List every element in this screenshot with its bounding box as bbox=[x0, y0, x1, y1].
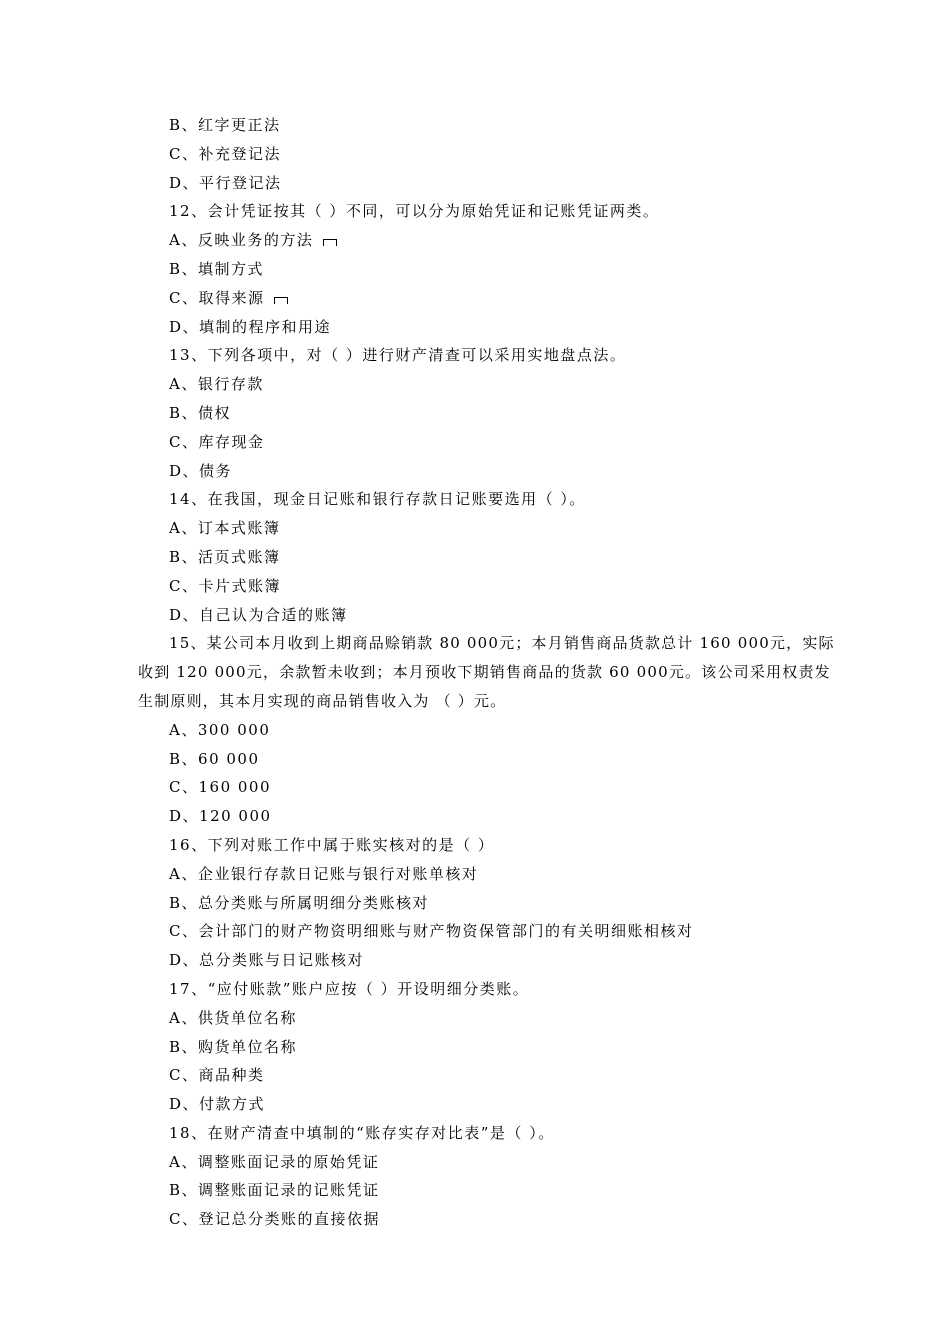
question-text bbox=[138, 485, 832, 514]
answer-option-label: D、自己认为合适的账簿 bbox=[169, 605, 348, 624]
question-list bbox=[138, 111, 835, 1234]
answer-option bbox=[138, 543, 832, 572]
answer-option-label: C、会计部门的财产物资明细账与财产物资保管部门的有关明细账相核对 bbox=[169, 922, 694, 941]
answer-option bbox=[138, 111, 832, 140]
answer-option-label: B、总分类账与所属明细分类账核对 bbox=[169, 893, 430, 912]
answer-option-label: A、反映业务的方法 bbox=[169, 231, 314, 250]
question-text-label: 17、“应付账款”账户应按（ ）开设明细分类账。 bbox=[169, 979, 530, 998]
answer-option-label: C、库存现金 bbox=[169, 432, 265, 451]
question-text-label: 13、下列各项中，对（ ）进行财产清查可以采用实地盘点法。 bbox=[169, 346, 627, 365]
question-text-label: 12、会计凭证按其（ ）不同，可以分为原始凭证和记账凭证两类。 bbox=[169, 202, 660, 221]
answer-option-label: B、60 000 bbox=[169, 749, 260, 768]
question-text-label: 18、在财产清查中填制的“账存实存对比表”是（ ）。 bbox=[169, 1123, 555, 1142]
answer-option bbox=[138, 1148, 832, 1177]
answer-option-label: C、补充登记法 bbox=[169, 144, 281, 163]
question-text-label: 14、在我国，现金日记账和银行存款日记账要选用（ ）。 bbox=[169, 490, 586, 509]
answer-option bbox=[138, 140, 832, 169]
answer-option-label: C、取得来源 bbox=[169, 288, 265, 307]
answer-option bbox=[138, 370, 832, 399]
answer-option-label: A、订本式账簿 bbox=[169, 519, 281, 538]
answer-option bbox=[138, 169, 832, 198]
answer-option bbox=[138, 284, 832, 313]
answer-option bbox=[138, 1033, 832, 1062]
answer-option bbox=[138, 226, 832, 255]
answer-option-label: B、购货单位名称 bbox=[169, 1037, 298, 1056]
answer-option-label: D、120 000 bbox=[169, 807, 272, 826]
question-text bbox=[138, 831, 832, 860]
question-text-label: 15、某公司本月收到上期商品赊销款 80 000元；本月销售商品货款总计 160 000元，实际 bbox=[169, 634, 835, 653]
answer-option-label: D、总分类账与日记账核对 bbox=[169, 951, 365, 970]
answer-option-label: B、活页式账簿 bbox=[169, 547, 281, 566]
answer-option bbox=[138, 313, 832, 342]
answer-option bbox=[138, 917, 832, 946]
bracket-mark-icon bbox=[274, 297, 288, 304]
question-text-label: 16、下列对账工作中属于账实核对的是（ ） bbox=[169, 835, 495, 854]
question-text-continued bbox=[138, 658, 832, 687]
answer-option-label: D、付款方式 bbox=[169, 1095, 266, 1114]
answer-option-label: B、填制方式 bbox=[169, 259, 265, 278]
answer-option bbox=[138, 601, 832, 630]
question-text bbox=[138, 975, 832, 1004]
answer-option-label: A、企业银行存款日记账与银行对账单核对 bbox=[169, 864, 479, 883]
answer-option-label: A、调整账面记录的原始凭证 bbox=[169, 1152, 380, 1171]
answer-option-label: B、债权 bbox=[169, 403, 232, 422]
question-text bbox=[138, 1119, 832, 1148]
answer-option bbox=[138, 457, 832, 486]
answer-option-label: A、300 000 bbox=[169, 720, 271, 739]
answer-option bbox=[138, 428, 832, 457]
answer-option-label: B、红字更正法 bbox=[169, 116, 281, 134]
answer-option bbox=[138, 514, 832, 543]
answer-option-label: D、填制的程序和用途 bbox=[169, 317, 332, 336]
answer-option-label: A、供货单位名称 bbox=[169, 1008, 297, 1027]
answer-option bbox=[138, 716, 832, 745]
answer-option bbox=[138, 399, 832, 428]
answer-option bbox=[138, 889, 832, 918]
answer-option-label: A、银行存款 bbox=[169, 375, 264, 394]
question-text bbox=[138, 629, 835, 658]
answer-option bbox=[138, 1090, 832, 1119]
answer-option-label: D、平行登记法 bbox=[169, 173, 282, 192]
answer-option-label: C、卡片式账簿 bbox=[169, 576, 281, 595]
answer-option bbox=[138, 1176, 832, 1205]
answer-option bbox=[138, 1205, 832, 1234]
answer-option bbox=[138, 802, 832, 831]
answer-option-label: D、债务 bbox=[169, 461, 233, 480]
question-text-continued-label: 生制原则，其本月实现的商品销售收入为 （ ）元。 bbox=[138, 691, 507, 710]
answer-option bbox=[138, 946, 832, 975]
answer-option bbox=[138, 1004, 832, 1033]
answer-option-label: C、160 000 bbox=[169, 778, 272, 797]
bracket-mark-icon bbox=[323, 239, 337, 246]
answer-option bbox=[138, 773, 832, 802]
answer-option bbox=[138, 1061, 832, 1090]
question-text bbox=[138, 341, 832, 370]
answer-option bbox=[138, 255, 832, 284]
question-text-continued-label: 收到 120 000元，余款暂未收到；本月预收下期销售商品的货款 60 000元。该公司采用权责发 bbox=[138, 663, 831, 682]
answer-option-label: C、登记总分类账的直接依据 bbox=[169, 1210, 380, 1229]
answer-option bbox=[138, 572, 832, 601]
answer-option bbox=[138, 860, 832, 889]
answer-option bbox=[138, 745, 832, 774]
question-text bbox=[138, 197, 832, 226]
question-text-continued bbox=[138, 687, 832, 716]
answer-option-label: B、调整账面记录的记账凭证 bbox=[169, 1181, 380, 1200]
answer-option-label: C、商品种类 bbox=[169, 1066, 265, 1085]
